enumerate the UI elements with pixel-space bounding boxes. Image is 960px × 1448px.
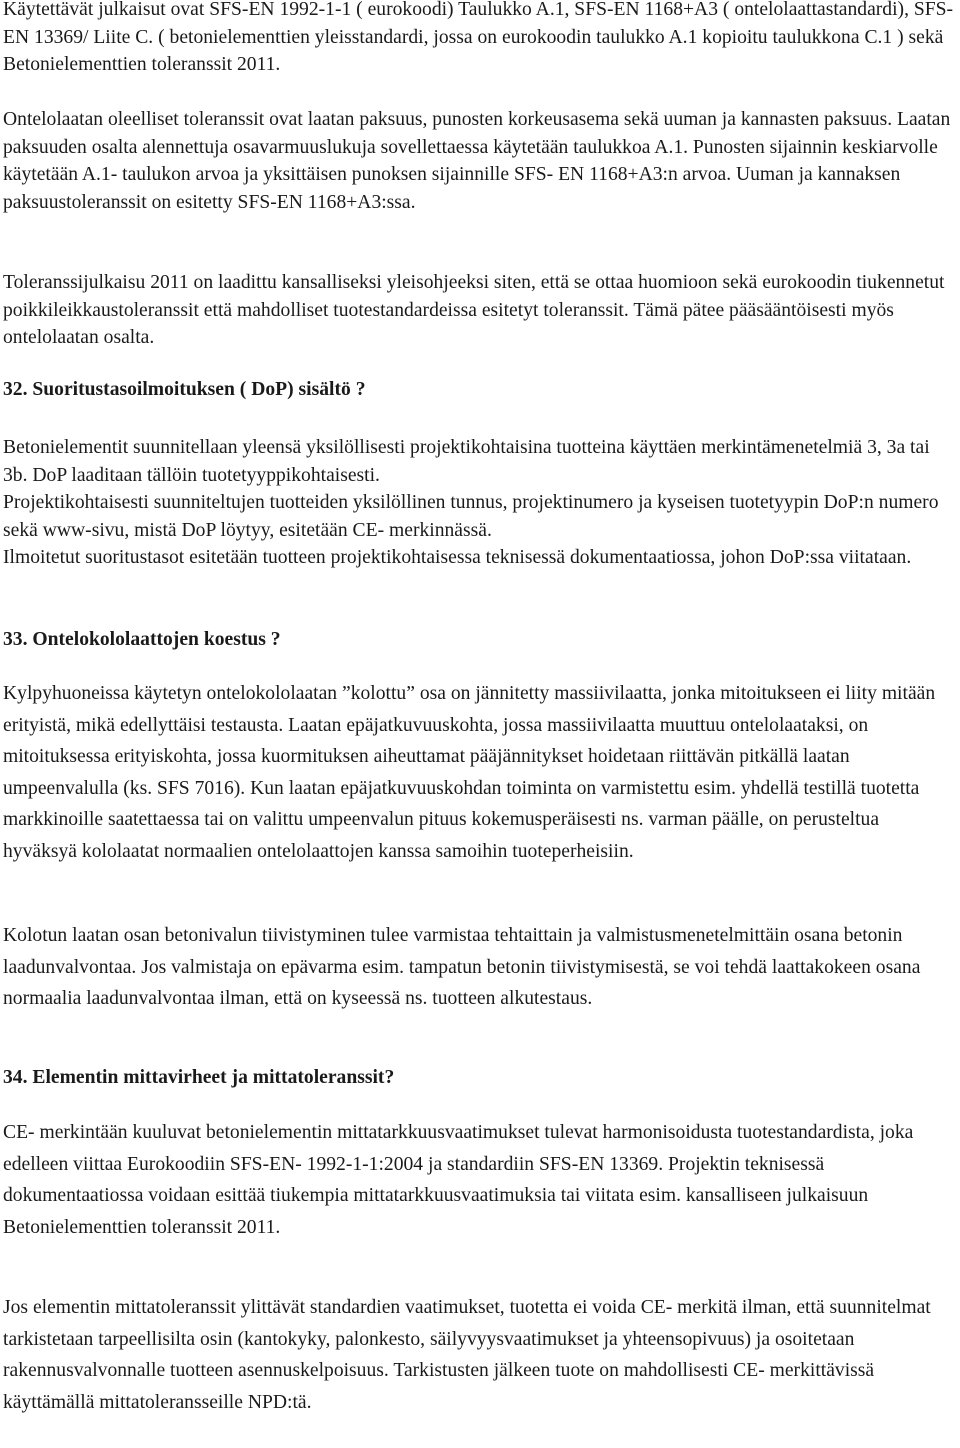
section-32 — [3, 376, 957, 404]
section-33-heading: 33. Ontelokololaattojen koestus ? — [3, 629, 281, 650]
intro-paragraph-tolerances: Ontelolaatan oleelliset toleranssit ovat laatan paksuus, punosten korkeusasema sekä uuman ja kannasten paksuus. Laatan paksuuden osalta alennettuja osavarmuuslukuja sovellettaessa käytetään taulukkoa A.1. Punosten sijainnin keskiarvolle käytetään A.1- taulukon arvoa ja yksittäisen punoksen sijainnille SFS- EN 1168+A3:n arvoa. Uuman ja kannaksen paksuustoleranssit on esitetty SFS-EN 1168+A3:ssa. — [3, 109, 951, 213]
section-33 — [3, 626, 957, 654]
section-32-paragraph-design: Betonielementit suunnitellaan yleensä yksilöllisesti projektikohtaisina tuotteina käyttäen merkintämenetelmiä 3, 3a tai 3b. DoP laaditaan tällöin tuotetyyppikohtaisesti. — [3, 437, 930, 486]
intro-section — [3, 0, 957, 79]
intro-paragraph-publication: Toleranssijulkaisu 2011 on laadittu kansalliseksi yleisohjeeksi siten, että se ottaa huomioon sekä eurokoodin tiukennetut poikkileikkaustoleranssit että mahdolliset tuotestandardeissa esitetyt toleranssit. Tämä pätee pääsääntöisesti myös ontelolaatan osalta. — [3, 272, 945, 348]
section-32-heading: 32. Suoritustasoilmoituksen ( DoP) sisältö ? — [3, 379, 366, 400]
section-33-paragraph-slab: Kylpyhuoneissa käytetyn ontelokololaatan ”kolottu” osa on jännitetty massiivilaatta, jonka mitoitukseen ei liity mitään erityistä, mikä edellyttäisi testausta. Laatan epäjatkuvuuskohta, jossa massiivilaatta muuttuu ontelolaataksi, on mitoituksessa erityiskohta, jossa kuormituksen aiheuttamat pääjännitykset hoidetaan riittävän pitkällä laatan umpeenvalulla (ks. SFS 7016). Kun laatan epäjatkuvuuskohdan toiminta on varmistettu esim. yhdellä testillä tuotetta markkinoille saatettaessa tai on valittu umpeenvalun pituus kokemusperäisesti ns. varman päälle, on perusteltua hyväksyä kololaatat normaalien ontelolaattojen kanssa samoihin tuoteperheisiin. — [3, 683, 936, 862]
section-34-heading: 34. Elementin mittavirheet ja mittatoleranssit? — [3, 1067, 395, 1088]
section-34-paragraph-exceeding: Jos elementin mittatoleranssit ylittävät standardien vaatimukset, tuotetta ei voida CE- merkitä ilman, että suunnitelmat tarkistetaan tarpeellisilta osin (kantokyky, palonkesto, säilyvyysvaatimukset ja yhteensopivuus) ja osoitetaan rakennusvalvonnalle tuotteen asennuskelpoisuus. Tarkistusten jälkeen tuote on mahdollisesti CE- merkittävissä käyttämällä mittatoleransseille NPD:tä. — [3, 1297, 931, 1413]
section-32-paragraph-identification: Projektikohtaisesti suunniteltujen tuotteiden yksilöllinen tunnus, projektinumero ja kyseisen tuotetyypin DoP:n numero sekä www-sivu, mistä DoP löytyy, esitetään CE- merkinnässä. — [3, 492, 939, 541]
intro-paragraph-sources: Käytettävät julkaisut ovat SFS-EN 1992-1-1 ( eurokoodi) Taulukko A.1, SFS-EN 1168+A3 ( ontelolaattastandardi), SFS-EN 13369/ Liite C. ( betonielementtien yleisstandardi, jossa on eurokoodin taulukko A.1 kopioitu taulukkona C.1 ) sekä Betonielementtien toleranssit 2011. — [3, 0, 954, 75]
section-34-paragraph-requirements: CE- merkintään kuuluvat betonielementin mittatarkkuusvaatimukset tulevat harmonisoidusta tuotestandardista, joka edelleen viittaa Eurokoodiin SFS-EN- 1992-1-1:2004 ja standardiin SFS-EN 13369. Projektin teknisessä dokumentaatiossa voidaan esittää tiukempia mittatarkkuusvaatimuksia tai viitata esim. kansalliseen julkaisuun Betonielementtien toleranssit 2011. — [3, 1122, 914, 1238]
section-34 — [3, 1064, 957, 1092]
section-33-paragraph-compaction: Kolotun laatan osan betonivalun tiivistyminen tulee varmistaa tehtaittain ja valmistusmenetelmittäin osana betonin laadunvalvontaa. Jos valmistaja on epävarma esim. tampatun betonin tiivistymisestä, se voi tehdä laattakokeen osana normaalia laadunvalvontaa ilman, että on kyseessä ns. tuotteen alkutestaus. — [3, 925, 921, 1009]
section-32-paragraph-performance: Ilmoitetut suoritustasot esitetään tuotteen projektikohtaisessa teknisessä dokumentaatiossa, johon DoP:ssa viitataan. — [3, 547, 912, 568]
